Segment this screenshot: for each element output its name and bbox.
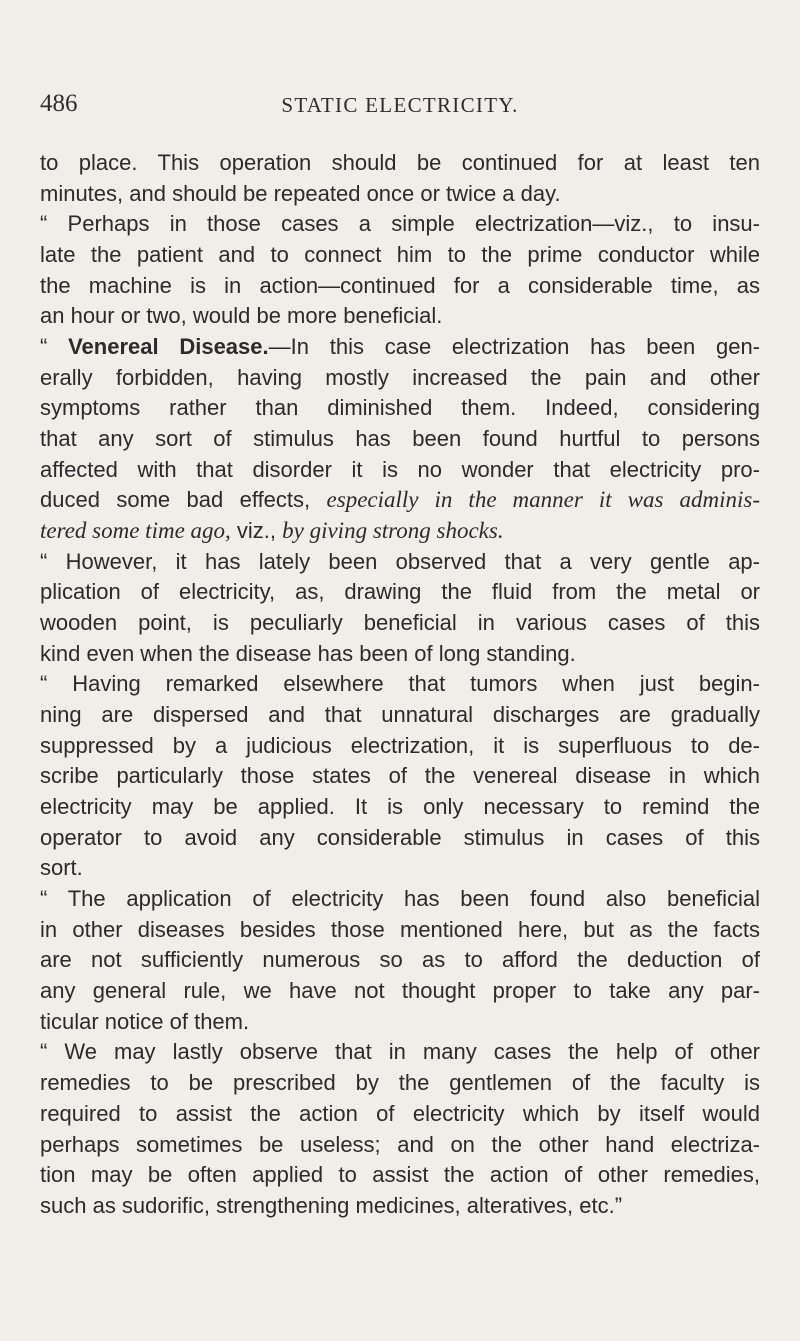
text-line [40,516,760,547]
text-line [40,669,760,700]
text-segment: duced some bad effects, [40,487,327,513]
text-line [40,547,760,578]
text-segment: viz., [230,518,283,544]
text-segment: kind even when the disease has been of long standing. [40,640,576,666]
text-line [40,700,760,731]
text-segment: minutes, and should be repeated once or twice a day. [40,180,561,206]
text-segment: scribe particularly those states of the venereal disease in which [40,763,760,789]
text-line [40,393,760,424]
text-segment: erally forbidden, having mostly increased the pain and other [40,364,760,390]
text-segment: “ Having remarked elsewhere that tumors when just begin- [40,671,760,697]
text-line [40,731,760,762]
page-number: 486 [40,90,78,117]
text-line [40,823,760,854]
text-line [40,424,760,455]
text-line [40,1037,760,1068]
text-segment: “ [40,334,69,360]
text-segment: suppressed by a judicious electrization, it is superfluous to de- [40,732,760,758]
text-segment: plication of electricity, as, drawing the fluid from the metal or [40,579,760,605]
running-title: STATIC ELECTRICITY. [281,93,519,117]
italic-segment: especially in the manner it was adminis- [326,487,760,513]
italic-segment: tered some time ago, [40,518,231,544]
text-segment: remedies to be prescribed by the gentlemen of the faculty is [40,1070,760,1096]
text-segment: wooden point, is peculiarly beneficial in various cases of this [40,610,760,636]
text-segment: —In this case electrization has been gen- [268,334,760,360]
body-text [40,148,760,1222]
text-line [40,240,760,271]
page-header [0,90,800,130]
text-segment: an hour or two, would be more beneficial. [40,303,443,329]
text-segment: such as sudorific, strengthening medicines, alteratives, etc.” [40,1192,623,1218]
text-segment: operator to avoid any considerable stimulus in cases of this [40,824,760,850]
text-segment: perhaps sometimes be useless; and on the other hand electriza- [40,1131,760,1157]
text-line [40,179,760,210]
text-line [40,577,760,608]
text-line [40,485,760,516]
text-line [40,271,760,302]
text-segment: symptoms rather than diminished them. Indeed, considering [40,395,760,421]
text-line [40,761,760,792]
text-segment: “ The application of electricity has been found also beneficial [40,886,760,912]
text-line [40,1130,760,1161]
text-segment: “ Perhaps in those cases a simple electrization—viz., to insu- [40,211,760,237]
text-segment: “ However, it has lately been observed that a very gentle ap- [40,548,760,574]
text-line [40,792,760,823]
text-line [40,301,760,332]
text-line [40,148,760,179]
text-segment: late the patient and to connect him to the prime conductor while [40,242,760,268]
text-line [40,915,760,946]
text-line [40,945,760,976]
text-segment: “ We may lastly observe that in many cases the help of other [40,1039,760,1065]
text-segment: tion may be often applied to assist the action of other remedies, [40,1162,760,1188]
text-line [40,1099,760,1130]
text-segment: affected with that disorder it is no wonder that electricity pro- [40,456,760,482]
text-line [40,1191,760,1222]
text-line [40,1007,760,1038]
text-line [40,363,760,394]
text-segment: in other diseases besides those mentioned here, but as the facts [40,916,760,942]
text-line [40,639,760,670]
text-line [40,853,760,884]
text-segment: any general rule, we have not thought proper to take any par- [40,978,760,1004]
text-line [40,455,760,486]
text-line [40,608,760,639]
text-segment: sort. [40,855,83,881]
text-line [40,332,760,363]
text-segment: are not sufficiently numerous so as to afford the deduction of [40,947,760,973]
text-line [40,976,760,1007]
text-segment: ticular notice of them. [40,1008,250,1034]
text-segment: to place. This operation should be continued for at least ten [40,150,760,175]
section-heading: Venereal Disease. [68,334,269,360]
text-segment: that any sort of stimulus has been found hurtful to persons [40,426,760,452]
text-line [40,1068,760,1099]
text-line [40,209,760,240]
text-segment: ning are dispersed and that unnatural discharges are gradually [40,702,760,728]
text-segment: required to assist the action of electricity which by itself would [40,1100,760,1126]
text-line [40,1160,760,1191]
text-line [40,884,760,915]
text-segment: the machine is in action—continued for a considerable time, as [40,272,760,298]
text-segment: electricity may be applied. It is only necessary to remind the [40,794,760,820]
italic-segment: by giving strong shocks. [282,518,504,544]
